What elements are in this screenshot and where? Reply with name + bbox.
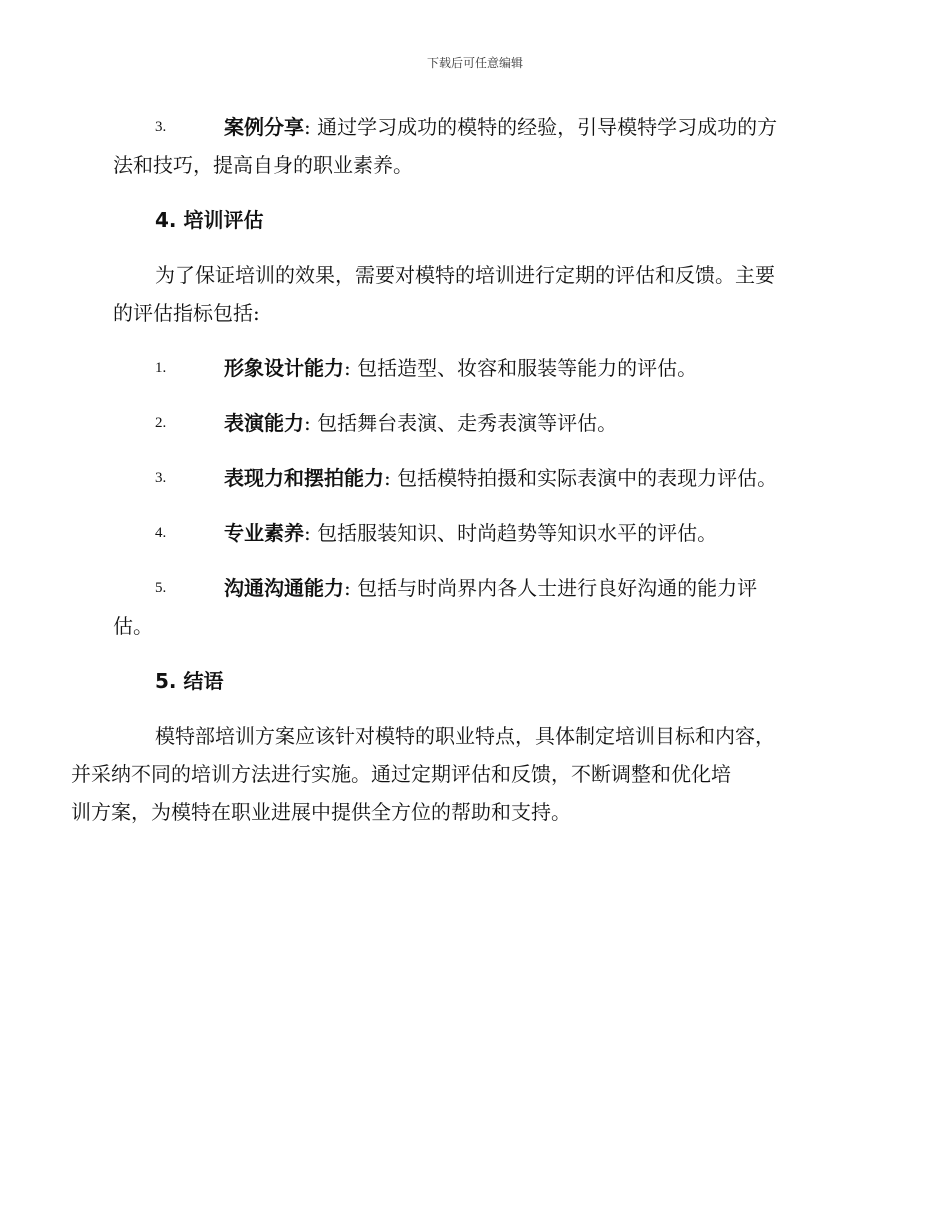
conclusion-line1: 模特部培训方案应该针对模特的职业特点，具体制定培训目标和内容， [155, 724, 775, 748]
list-separator: : [304, 521, 311, 545]
list-text: 包括舞台表演、走秀表演等评估。 [317, 411, 618, 435]
list-item-case-sharing [113, 108, 837, 184]
list-text: 包括模特拍摄和实际表演中的表现力评估。 [397, 466, 778, 490]
list-number: 3. [155, 470, 167, 486]
list-number: 5. [155, 580, 167, 596]
list-separator: : [344, 576, 351, 600]
conclusion-paragraph [71, 717, 837, 831]
section-heading-evaluation: 4. 培训评估 [155, 208, 264, 232]
list-item-eval-1 [113, 349, 837, 387]
list-separator: : [304, 411, 311, 435]
list-continuation: 估。 [113, 614, 153, 638]
evaluation-intro-line1: 为了保证培训的效果，需要对模特的培训进行定期的评估和反馈。主要 [155, 263, 775, 287]
list-term: 案例分享 [224, 115, 304, 139]
list-number: 3. [155, 119, 167, 135]
list-text: 通过学习成功的模特的经验，引导模特学习成功的方 [317, 115, 778, 139]
list-number: 4. [155, 525, 167, 541]
document-body [71, 108, 837, 848]
list-item-eval-2 [113, 404, 837, 442]
list-number: 2. [155, 415, 167, 431]
list-continuation: 法和技巧，提高自身的职业素养。 [113, 153, 413, 177]
list-separator: : [344, 356, 351, 380]
list-separator: : [304, 115, 311, 139]
list-item-eval-3 [113, 459, 837, 497]
list-text: 包括造型、妆容和服装等能力的评估。 [357, 356, 698, 380]
list-term: 沟通沟通能力 [224, 576, 344, 600]
list-term: 表演能力 [224, 411, 304, 435]
list-term: 专业素养 [224, 521, 304, 545]
section-heading-conclusion: 5. 结语 [155, 669, 224, 693]
list-item-eval-4 [113, 514, 837, 552]
list-number: 1. [155, 360, 167, 376]
conclusion-line2: 并采纳不同的培训方法进行实施。通过定期评估和反馈，不断调整和优化培 [71, 762, 731, 786]
page-header: 下载后可任意编辑 [426, 56, 523, 70]
list-term: 形象设计能力 [224, 356, 344, 380]
list-text: 包括与时尚界内各人士进行良好沟通的能力评 [357, 576, 758, 600]
list-separator: : [384, 466, 391, 490]
list-text: 包括服装知识、时尚趋势等知识水平的评估。 [317, 521, 718, 545]
conclusion-line3: 训方案，为模特在职业进展中提供全方位的帮助和支持。 [71, 800, 571, 824]
evaluation-intro-line2: 的评估指标包括: [113, 301, 260, 325]
list-item-eval-5 [113, 569, 837, 645]
list-term: 表现力和摆拍能力 [224, 466, 384, 490]
evaluation-intro [113, 256, 837, 332]
